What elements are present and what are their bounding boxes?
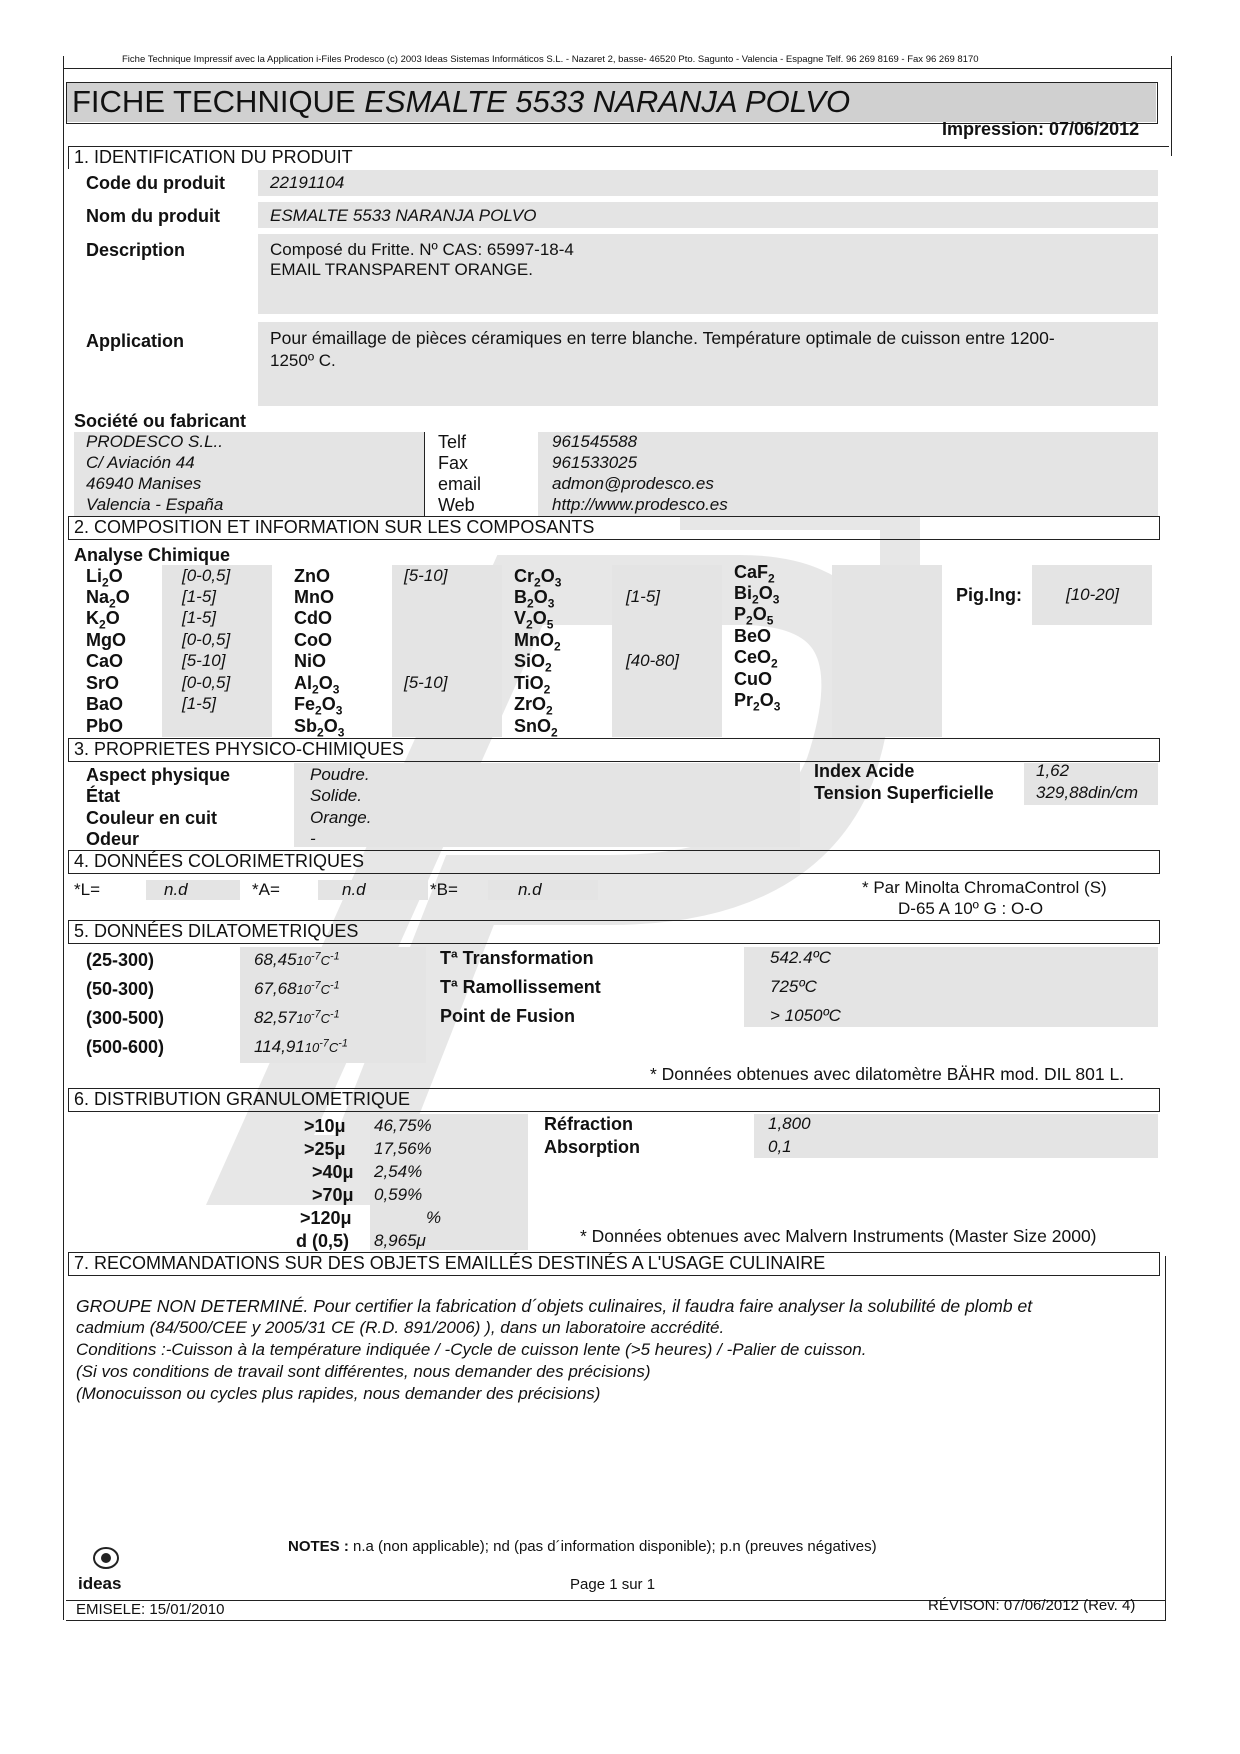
value-cao: [5-10] (182, 651, 226, 670)
value-sio2: [40-80] (626, 651, 679, 670)
section-4-heading: 4. DONNÉES COLORIMETRIQUES (74, 851, 365, 871)
company-line-1: PRODESCO S.L.. (86, 432, 223, 451)
value-na2o: [1-5] (182, 587, 217, 606)
oxide-mno: MnO (294, 587, 334, 607)
logo-text: ideas (78, 1574, 122, 1593)
oxide-nio: NiO (294, 651, 327, 671)
granulometry-value-2: 17,56% (374, 1139, 432, 1158)
oxide-bao: BaO (86, 694, 124, 714)
emission-date: EMISELE: 15/01/2010 (76, 1601, 225, 1618)
refraction-value: 1,800 (768, 1114, 811, 1133)
oxide-p2o5: $P_2O_5$ (734, 604, 774, 628)
description-line-1: Composé du Fritte. Nº CAS: 65997-18-4 (270, 240, 574, 259)
recommendation-line-2: cadmium (84/500/CEE y 2005/31 CE (R.D. 891/2006) ), dans un laboratoire accrédité. (76, 1318, 725, 1337)
description-label: Description (86, 240, 186, 260)
oxide-cao: CaO (86, 651, 124, 671)
value-zno: [5-10] (404, 566, 448, 585)
application-line-1: Pour émaillage de pièces céramiques en terre blanche. Température optimale de cuisson entre 1200- (270, 328, 1055, 348)
absorption-value: 0,1 (768, 1137, 792, 1156)
value-k2o: [1-5] (182, 608, 217, 627)
oxide-zro2: ZrO$_2$ (514, 694, 553, 718)
color-l-value: n.d (164, 880, 188, 899)
company-label: Société ou fabricant (74, 411, 247, 431)
oxide-sb2o3: $Sb_2O_3$ (294, 716, 345, 740)
oxide-na2o: $Na_2O$ (86, 587, 130, 611)
description-line-2: EMAIL TRANSPARENT ORANGE. (270, 260, 533, 279)
contact-fax-value: 961533025 (552, 453, 638, 472)
state-label: État (86, 786, 121, 806)
dilatometry-coefficient-3: $82,5710^{-7}C^{-1}$ (254, 1008, 340, 1027)
contact-label-web: Web (438, 495, 475, 515)
page-title: FICHE TECHNIQUE ESMALTE 5533 NARANJA POLVO (72, 84, 851, 119)
granulometry-value-6: 8,965μ (374, 1231, 426, 1250)
contact-web-link[interactable]: http://www.prodesco.es (552, 495, 728, 514)
notes-legend: NOTES : n.a (non applicable); nd (pas d´information disponible); p.n (preuves négatives) (288, 1538, 877, 1555)
transformation-label: Tª Transformation (440, 948, 594, 968)
colorimetry-note-2: D-65 A 10º G : O-O (898, 899, 1044, 918)
granulometry-label-3: >40μ (312, 1162, 354, 1182)
colorimetry-note-1: * Par Minolta ChromaControl (S) (862, 878, 1107, 897)
contact-label-telf: Telf (438, 432, 467, 452)
section-2-heading: 2. COMPOSITION ET INFORMATION SUR LES COMPOSANTS (74, 517, 595, 537)
section-6-heading: 6. DISTRIBUTION GRANULOMETRIQUE (74, 1089, 411, 1109)
dilatometry-coefficient-4: $114,9110^{-7}C^{-1}$ (254, 1037, 348, 1056)
color-b-label: *B= (430, 880, 458, 899)
pigment-label: Pig.Ing: (956, 585, 1022, 605)
section-1-heading: 1. IDENTIFICATION DU PRODUIT (74, 147, 353, 167)
dilatometry-range-1: (25-300) (86, 950, 155, 970)
application-line-2: 1250º C. (270, 351, 336, 370)
state-value: Solide. (310, 786, 362, 805)
surface-tension-value: 329,88din/cm (1036, 783, 1139, 802)
oxide-sno2: SnO$_2$ (514, 716, 558, 740)
value-b2o3: [1-5] (626, 587, 661, 606)
physical-aspect-value: Poudre. (310, 765, 370, 784)
company-line-4: Valencia - España (86, 495, 224, 514)
value-al2o3: [5-10] (404, 673, 448, 692)
oxide-pr2o3: $Pr_2O_3$ (734, 690, 781, 714)
oxide-cdo: CdO (294, 608, 332, 628)
color-a-value: n.d (342, 880, 366, 899)
granulometry-label-5: >120μ (300, 1208, 352, 1228)
oxide-fe2o3: $Fe_2O_3$ (294, 694, 343, 718)
name-label: Nom du produit (86, 206, 220, 226)
recommendation-line-3: Conditions :-Cuisson à la température indiquée / -Cycle de cuisson lente (>5 heures) / -Palier de cuisson. (76, 1340, 867, 1359)
company-line-3: 46940 Manises (86, 474, 202, 493)
oxide-ceo2: CeO$_2$ (734, 647, 778, 671)
oxide-bi2o3: $Bi_2O_3$ (734, 583, 780, 607)
section-5-heading: 5. DONNÉES DILATOMETRIQUES (74, 921, 359, 941)
fired-color-label: Couleur en cuit (86, 808, 218, 828)
contact-label-email: email (438, 474, 482, 494)
dilatometry-coefficient-2: $67,6810^{-7}C^{-1}$ (254, 979, 340, 998)
oxide-cuo: CuO (734, 669, 772, 689)
header-note: Fiche Technique Impressif avec la Application i-Files Prodesco (c) 2003 Ideas Sistemas Informáticos S.L. - Nazaret 2, basse- 46520 Pto. Sagunto - Valencia - Espagne Telf. 96 269 8169 - Fax 96 269 8170 (122, 54, 979, 65)
contact-telf-value: 961545588 (552, 432, 638, 451)
transformation-value: 542.4ºC (770, 948, 832, 967)
dilatometry-range-3: (300-500) (86, 1008, 165, 1028)
granulometry-label-2: >25μ (304, 1139, 346, 1159)
oxide-coo: CoO (294, 630, 332, 650)
oxide-zno: ZnO (294, 566, 330, 586)
oxide-li2o: $Li_2O$ (86, 566, 123, 590)
oxide-b2o3: $B_2O_3$ (514, 587, 555, 611)
contact-label-fax: Fax (438, 453, 469, 473)
granulometry-value-4: 0,59% (374, 1185, 423, 1204)
color-b-value: n.d (518, 880, 542, 899)
code-label: Code du produit (86, 173, 225, 193)
section-7-heading: 7. RECOMMANDATIONS SUR DES OBJETS EMAILLÉS DESTINÉS A L'USAGE CULINAIRE (74, 1253, 826, 1273)
value-sro: [0-0,5] (182, 673, 231, 692)
oxide-v2o5: $V_2O_5$ (514, 608, 554, 632)
surface-tension-label: Tension Superficielle (814, 783, 994, 803)
revision-date: RÉVISON: 07/06/2012 (Rev. 4) (928, 1597, 1136, 1614)
granulometry-note: * Données obtenues avec Malvern Instruments (Master Size 2000) (580, 1226, 1097, 1246)
print-date: Impression: 07/06/2012 (942, 119, 1140, 139)
acid-index-value: 1,62 (1036, 761, 1070, 780)
value-mgo: [0-0,5] (182, 630, 231, 649)
oxide-sro: SrO (86, 673, 120, 693)
dilatometry-range-2: (50-300) (86, 979, 155, 999)
color-l-label: *L= (74, 880, 100, 899)
granulometry-label-6: d (0,5) (296, 1231, 350, 1251)
oxide-caf2: CaF$_2$ (734, 562, 775, 586)
refraction-label: Réfraction (544, 1114, 634, 1134)
recommendation-line-1: GROUPE NON DETERMINÉ. Pour certifier la fabrication d´objets culinaires, il faudra faire analyser la solubilité de plomb et (76, 1296, 1033, 1316)
dilatometry-coefficient-1: $68,4510^{-7}C^{-1}$ (254, 950, 340, 969)
physical-aspect-label: Aspect physique (86, 765, 231, 785)
softening-value: 725ºC (770, 977, 817, 996)
oxide-beo: BeO (734, 626, 772, 646)
melting-point-label: Point de Fusion (440, 1006, 575, 1026)
absorption-label: Absorption (544, 1137, 640, 1157)
oxide-mno2: MnO$_2$ (514, 630, 561, 654)
fired-color-value: Orange. (310, 808, 372, 827)
recommendation-line-4: (Si vos conditions de travail sont différentes, nous demander des précisions) (76, 1362, 651, 1381)
page-number: Page 1 sur 1 (570, 1576, 656, 1593)
recommendation-line-5: (Monocuisson ou cycles plus rapides, nous demander des précisions) (76, 1384, 601, 1403)
color-a-label: *A= (252, 880, 280, 899)
company-line-2: C/ Aviación 44 (86, 453, 195, 472)
oxide-tio2: TiO$_2$ (514, 673, 551, 697)
oxide-cr2o3: $Cr_2O_3$ (514, 566, 562, 590)
oxide-mgo: MgO (86, 630, 127, 650)
granulometry-value-3: 2,54% (374, 1162, 423, 1181)
section-3-heading: 3. PROPRIETES PHYSICO-CHIMIQUES (74, 739, 405, 759)
name-value: ESMALTE 5533 NARANJA POLVO (270, 206, 537, 225)
oxide-al2o3: $Al_2O_3$ (294, 673, 340, 697)
granulometry-label-1: >10μ (304, 1116, 346, 1136)
softening-label: Tª Ramollissement (440, 977, 601, 997)
oxide-sio2: SiO$_2$ (514, 651, 552, 675)
granulometry-label-4: >70μ (312, 1185, 354, 1205)
code-value: 22191104 (270, 173, 345, 192)
dilatometry-note: * Données obtenues avec dilatomètre BÄHR mod. DIL 801 L. (650, 1064, 1125, 1084)
oxide-k2o: $K_2O$ (86, 608, 120, 632)
value-li2o: [0-0,5] (182, 566, 231, 585)
odor-value: - (310, 829, 316, 848)
contact-email-value[interactable]: admon@prodesco.es (552, 474, 714, 493)
value-bao: [1-5] (182, 694, 217, 713)
dilatometry-range-4: (500-600) (86, 1037, 165, 1057)
chemical-analysis-label: Analyse Chimique (74, 545, 231, 565)
acid-index-label: Index Acide (814, 761, 915, 781)
granulometry-value-1: 46,75% (374, 1116, 432, 1135)
application-label: Application (86, 331, 184, 351)
granulometry-value-5: % (426, 1208, 442, 1227)
pigment-value: [10-20] (1066, 585, 1119, 604)
odor-label: Odeur (86, 829, 140, 849)
oxide-pbo: PbO (86, 716, 124, 736)
melting-point-value: > 1050ºC (770, 1006, 841, 1025)
